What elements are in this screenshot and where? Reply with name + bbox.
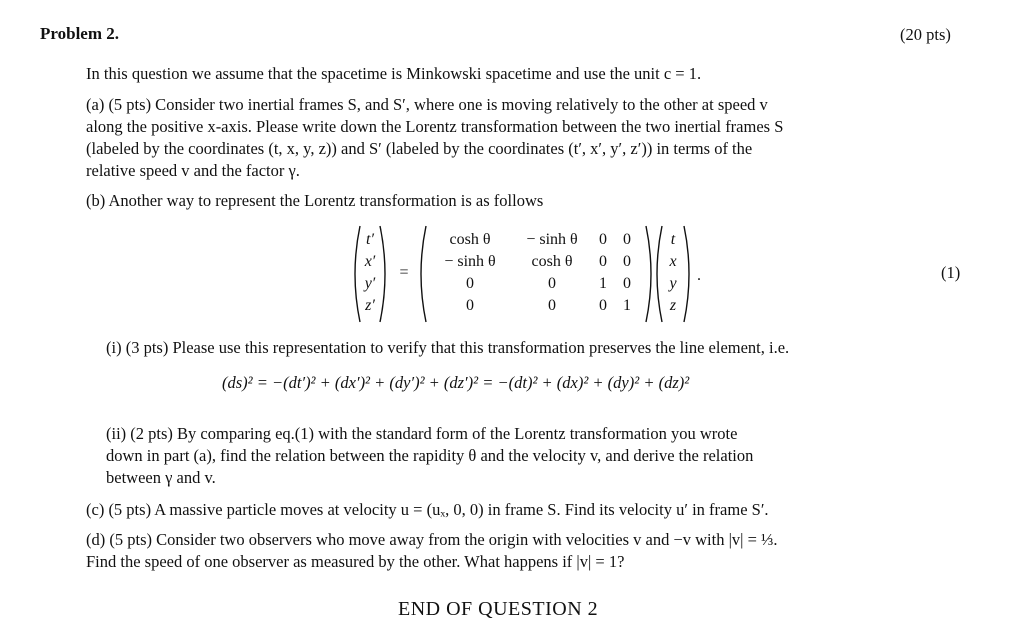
- sub-ii-line-3: between γ and v.: [106, 468, 216, 487]
- line-element-equation: (ds)² = −(dt′)² + (dx′)² + (dy′)² + (dz′)² = −(dt)² + (dx)² + (dy)² + (dz)²: [222, 373, 690, 392]
- matrix-cell-3-3: 1: [623, 297, 631, 314]
- sub-i-text: (i) (3 pts) Please use this representation to verify that this transformation preserves the line element, i.e.: [106, 338, 790, 357]
- matrix-cell-0-2: 0: [599, 231, 607, 248]
- lhs-y-prime: y′: [364, 275, 376, 292]
- lhs-t-prime: t′: [366, 231, 374, 248]
- matrix-cell-1-0: − sinh θ: [444, 253, 496, 270]
- part-b-intro: (b) Another way to represent the Lorentz transformation is as follows: [86, 191, 544, 210]
- equation-period: .: [697, 267, 701, 284]
- matrix-cell-3-1: 0: [548, 297, 556, 314]
- matrix-cell-0-0: cosh θ: [449, 231, 491, 248]
- matrix-cell-2-0: 0: [466, 275, 474, 292]
- rhs-z: z: [669, 297, 677, 314]
- part-d-line-2: Find the speed of one observer as measured by the other. What happens if |v| = 1?: [86, 552, 625, 571]
- intro-text: In this question we assume that the spacetime is Minkowski spacetime and use the unit c = 1.: [86, 64, 702, 83]
- rhs-y: y: [669, 275, 677, 292]
- problem-title: Problem 2.: [40, 24, 120, 43]
- sub-ii-line-1: (ii) (2 pts) By comparing eq.(1) with the standard form of the Lorentz transformation you wrote: [106, 424, 738, 443]
- matrix-cell-0-1: − sinh θ: [526, 231, 578, 248]
- sub-ii-line-2: down in part (a), find the relation between the rapidity θ and the velocity v, and derive the relation: [106, 446, 754, 465]
- matrix-cell-3-2: 0: [599, 297, 607, 314]
- lhs-z-prime: z′: [365, 297, 375, 314]
- part-d-line-1: (d) (5 pts) Consider two observers who move away from the origin with velocities v and −v with |v| = ⅓.: [86, 530, 778, 549]
- matrix-cell-1-3: 0: [623, 253, 631, 270]
- lhs-x-prime: x′: [364, 253, 376, 270]
- part-a-line-1: (a) (5 pts) Consider two inertial frames S, and S′, where one is moving relatively to the other at speed v: [86, 95, 768, 114]
- part-c-text: (c) (5 pts) A massive particle moves at velocity u = (uₓ, 0, 0) in frame S. Find its velocity u′ in frame S′.: [86, 500, 769, 519]
- rhs-x: x: [669, 253, 677, 270]
- part-a-line-3: (labeled by the coordinates (t, x, y, z)) and S′ (labeled by the coordinates (t′, x′, y′, z′)) in terms of the: [86, 139, 753, 158]
- matrix-cell-1-2: 0: [599, 253, 607, 270]
- lorentz-matrix-equation: [350, 222, 710, 326]
- part-a-line-4: relative speed v and the factor γ.: [86, 161, 300, 180]
- equals-sign: =: [399, 264, 409, 281]
- matrix-cell-0-3: 0: [623, 231, 631, 248]
- matrix-cell-2-2: 1: [599, 275, 607, 292]
- matrix-cell-3-0: 0: [466, 297, 474, 314]
- problem-points: (20 pts): [900, 25, 951, 44]
- matrix-cell-2-1: 0: [548, 275, 556, 292]
- rhs-t: t: [670, 231, 676, 248]
- equation-label: (1): [941, 263, 961, 282]
- matrix-cell-2-3: 0: [623, 275, 631, 292]
- part-a-line-2: along the positive x-axis. Please write down the Lorentz transformation between the two inertial frames S: [86, 117, 784, 136]
- matrix-cell-1-1: cosh θ: [531, 253, 573, 270]
- end-of-question: END OF QUESTION 2: [398, 598, 599, 620]
